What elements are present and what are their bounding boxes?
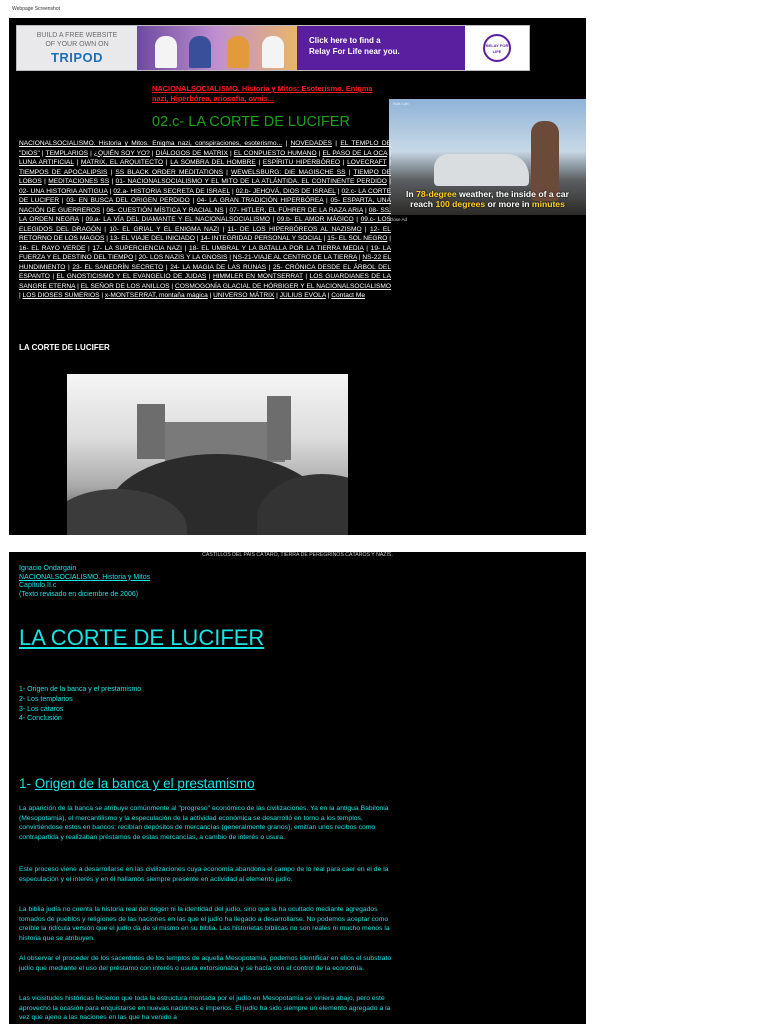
nav-link[interactable]: 14- INTEGRIDAD PERSONAL Y SOCIAL: [200, 235, 322, 242]
nav-link[interactable]: 17- LA SUPERCIENCIA NAZI: [92, 244, 182, 252]
nav-link[interactable]: MEDITACIONES SS: [48, 178, 110, 185]
nav-link[interactable]: 07- HITLER, EL FÜHRER DE LA RAZA ARIA: [229, 206, 363, 214]
nav-separator: |: [49, 273, 57, 280]
nav-link[interactable]: 23- EL SANEDRÍN SECRETO: [72, 263, 164, 271]
nav-separator: |: [59, 197, 67, 204]
nav-separator: |: [78, 216, 86, 223]
nav-separator: |: [270, 216, 277, 223]
nav-separator: |: [219, 225, 228, 233]
site-heading-link[interactable]: NACIONALSOCIALISMO. Historia y Mitos: Esoterismo. Enigma nazi, Hiperbórea, ariosofía, ovnis...: [152, 84, 373, 103]
toc-item[interactable]: 2- Los templarios: [19, 695, 73, 703]
author-site-link[interactable]: NACIONALSOCIALISMO. Historia y Mitos: [19, 573, 151, 581]
nav-separator: |: [316, 149, 323, 157]
nav-link[interactable]: DIÁLOGOS DE MATRIX: [155, 149, 228, 157]
page-title: 02.c- LA CORTE DE LUCIFER: [152, 114, 350, 130]
nav-separator: |: [41, 178, 49, 185]
banner-photo: [137, 26, 297, 70]
nav-separator: |: [189, 197, 197, 204]
nav-link[interactable]: NS-22 EL HUNDIMIENTO: [19, 254, 392, 271]
nav-separator: |: [357, 254, 363, 261]
tripod-logo: TRIPOD: [50, 50, 104, 65]
toc-item[interactable]: 4- Conclusión: [19, 715, 62, 723]
toc-item[interactable]: 1- Origen de la banca y el prestamismo: [19, 686, 142, 693]
nav-separator: |: [361, 225, 371, 233]
nav-link[interactable]: 25- CRÓNICA DESDE EL ÁRBOL DEL ESPANTO: [19, 263, 391, 280]
nav-separator: |: [109, 178, 116, 185]
nav-separator: |: [387, 149, 391, 157]
cta-line-2: Relay For Life near you.: [309, 47, 400, 56]
nav-separator: |: [227, 254, 233, 261]
section-1-link[interactable]: Origen de la banca y el prestamismo: [34, 776, 255, 791]
nav-separator: |: [169, 282, 176, 290]
nav-link[interactable]: UNIVERSO MÁTRIX: [213, 292, 275, 299]
nav-separator: |: [65, 263, 73, 271]
nav-separator: |: [104, 235, 110, 242]
nav-separator: |: [345, 168, 354, 176]
nav-link[interactable]: SS BLACK ORDER MEDITATIONS: [115, 168, 224, 176]
nav-link[interactable]: 09.b- EL AMOR MÁGICO: [276, 216, 354, 223]
nav-link[interactable]: Contact Me: [331, 292, 365, 299]
nav-link[interactable]: JULIUS EVOLA: [279, 292, 326, 299]
nav-link[interactable]: EL SEÑOR DE LOS ANILLOS: [80, 282, 170, 290]
nav-separator: |: [386, 178, 391, 185]
author-name: Ignacio Ondargain: [19, 565, 77, 572]
tripod-promo[interactable]: [17, 26, 137, 70]
nav-separator: |: [107, 187, 114, 195]
page-top-screenshot: [9, 18, 586, 535]
nav-link[interactable]: WEWELSBURG: DIE MAGISCHE SS: [231, 168, 346, 176]
relay-logo-area: [465, 26, 529, 70]
nav-link[interactable]: 20- LOS NAZIS Y LA GNOSIS: [138, 254, 228, 261]
nav-separator: |: [19, 292, 23, 299]
nav-separator: |: [331, 140, 341, 147]
close-ad-button[interactable]: Close Ad: [389, 217, 408, 222]
relay-for-life-icon: RELAY FOR LIFE: [483, 34, 511, 62]
nav-link[interactable]: 10- EL GRIAL Y EL ENIGMA NAZI: [109, 225, 220, 233]
nav-separator: |: [325, 292, 332, 299]
tripod-line-1: BUILD A FREE WEBSITE: [36, 32, 118, 39]
nav-separator: |: [223, 168, 232, 176]
site-navigation: [19, 139, 391, 301]
nav-separator: |: [227, 149, 234, 157]
nav-separator: |: [255, 159, 263, 166]
nav-separator: |: [302, 273, 310, 280]
nav-separator: |: [340, 159, 348, 166]
nav-link[interactable]: COSMOGONÍA GLACIAL DE HÖRBIGER Y EL NACIONALSOCIALISMO: [175, 282, 391, 290]
nav-separator: |: [194, 235, 201, 242]
nav-separator: |: [266, 263, 273, 271]
nav-separator: |: [229, 187, 236, 195]
nav-separator: |: [274, 292, 280, 299]
nav-link[interactable]: EL TEMPLO DE "DIOS": [19, 140, 391, 157]
nav-link[interactable]: TIEMPO DE LOBOS: [19, 168, 391, 185]
nav-link[interactable]: 13- EL VIAJE DEL INICIADO: [109, 235, 195, 242]
paragraph: Este proceso viene a desarrollarse en las civilizaciones cuya economía abandona el campo de lo real para caer en el de la especulación y el interés y en él hallamos siempre presente en actividad al elemento judío.: [19, 866, 389, 883]
page-article-screenshot: [9, 552, 586, 1024]
chapter-label: Capítulo II.c: [19, 582, 57, 590]
nav-separator: |: [387, 235, 391, 242]
paragraph: La biblia judía no cuenta la historia real del origen ni la identidad del judío, sino que la ha ocultado mediante agregados tomados de pueblos y religiones de las naciones en las que el judío ha llegado a desarrollarse. No podemos aceptar como creíble la ridícula versión que el judío da de sí mismo en su biblia. Las historietas bíblicas no son reales ni mucho menos la historia que se atribuyen.: [19, 906, 390, 942]
nav-link[interactable]: LOS DIOSES SUMERIOS: [22, 292, 100, 299]
nav-link[interactable]: 16- EL RAYO VERDE: [19, 244, 86, 252]
nav-separator: |: [363, 244, 371, 252]
author-block: [19, 565, 150, 599]
nav-link[interactable]: 03- EN BUSCA DEL ORIGEN PERDIDO: [66, 197, 190, 204]
section-1-heading: [19, 776, 255, 791]
car-image: [434, 154, 529, 186]
nav-separator: |: [149, 149, 156, 157]
nav-separator: |: [85, 244, 93, 252]
nav-link[interactable]: 11- DE LOS HIPERBÓREOS AL NAZISMO: [227, 225, 362, 233]
ad-source: Kids Lab: [393, 101, 409, 106]
nav-separator: |: [133, 254, 139, 261]
nav-separator: |: [100, 225, 110, 233]
nav-link[interactable]: 24- LA MAGIA DE LAS RUNAS: [170, 263, 267, 271]
nav-separator: |: [206, 273, 213, 280]
article-title[interactable]: LA CORTE DE LUCIFER: [19, 625, 265, 650]
nav-link[interactable]: 19- LA FUERZA Y EL DESTINO DEL TIEMPO: [19, 244, 391, 261]
nav-link[interactable]: LOVECRAFT: [347, 159, 387, 166]
nav-link[interactable]: NACIONALSOCIALISMO. Historia y Mitos. Enigma nazi, conspiraciones, esoterismo...: [19, 140, 283, 147]
page-label: Webpage Screenshot: [12, 6, 60, 12]
nav-link[interactable]: TEMPLARIOS: [45, 149, 89, 157]
nav-link[interactable]: 12- EL RETORNO DE LOS MAGOS: [19, 225, 391, 242]
nav-link[interactable]: 09.a- LA VÍA DEL DIAMANTE Y EL NACIONALSOCIALISMO: [85, 216, 271, 223]
nav-separator: |: [207, 292, 214, 299]
nav-link[interactable]: LUNA ARTIFICIAL: [19, 159, 74, 166]
nav-separator: |: [163, 159, 171, 166]
nav-separator: |: [353, 216, 361, 223]
nav-separator: |: [73, 159, 81, 166]
nav-separator: |: [362, 206, 369, 214]
nav-separator: |: [99, 292, 105, 299]
nav-separator: |: [282, 140, 291, 147]
table-of-contents: [19, 685, 141, 724]
nav-link[interactable]: NS-21-VIAJE AL CENTRO DE LA TIERRA: [232, 254, 358, 261]
nav-separator: |: [323, 197, 331, 204]
paragraph: La aparición de la banca se atribuye comúnmente al "progreso" económico de las civilizaciones. Ya en la antigua Babilonia (Mesopotamia), el mercantilismo y la especulación de la actividad económica se desarrolló en torno a los templos, convirtiéndose estos en bancos: recibían depósitos de mercancías (generalmente granos), emitían unos recibos como contrapartida y realizaban préstamos de estas mercancías, a cambio de interés o usura.: [19, 805, 389, 841]
revision-note: (Texto revisado en diciembre de 2006): [19, 590, 139, 598]
nav-separator: |: [223, 206, 230, 214]
nav-link[interactable]: 09.c- LOS ELEGIDOS DEL DRAGÓN: [19, 216, 391, 233]
nav-link[interactable]: MATRIX, EL ARQUITECTO: [80, 159, 164, 166]
nav-link[interactable]: 02.c- LA CORTE DE LUCIFER: [19, 187, 391, 204]
nav-separator: |: [75, 282, 81, 290]
nav-link[interactable]: 01- NACIONALSOCIALISMO Y EL MITO DE LA ATLÁNTIDA. EL CONTINENTE PERDIDO: [115, 178, 387, 185]
nav-separator: |: [39, 149, 46, 157]
nav-link[interactable]: EL CONPUESTO HUMANO: [233, 149, 317, 157]
nav-link[interactable]: NOVEDADES: [290, 140, 332, 147]
section-number: 1-: [19, 776, 35, 791]
paragraph: Al observar el proceder de los sacerdotes de los templos de aquella Mesopotamia, podemos identificar en ellos el substrato judío que mediante el uso del préstamo con interés o usura extorsionaba y se hacía con el control de la economía.: [19, 955, 392, 972]
paragraph: Las vicisitudes históricas hicieron que toda la estructura montada por el judío en Mesopotamia se viniera abajo, pero este aprovechó la ocasión para enquistarse en nuevas naciones e imperios. El judío ha sido siempre un elemento agregado a la vez que ajeno a las naciones en las que ha venido a: [19, 995, 391, 1022]
ad-text: In 78-degree weather, the inside of a car reach 100 degrees or more in minutes: [406, 189, 569, 209]
hot-car-ad[interactable]: [386, 99, 586, 215]
nav-link[interactable]: 15- EL SOL NEGRO: [327, 235, 388, 242]
nav-separator: |: [321, 235, 328, 242]
tripod-line-2: OF YOUR OWN ON: [45, 41, 109, 48]
nav-link[interactable]: 02- UNA HISTORIA ANTIGUA: [19, 187, 108, 195]
nav-link[interactable]: EL GNOSTICISMO Y EL EVANGELIO DE JUDAS: [56, 273, 207, 280]
nav-link[interactable]: HIMMLER EN MONTSERRAT: [212, 273, 303, 280]
relay-for-life-link[interactable]: [297, 26, 465, 70]
nav-link[interactable]: 06- CUESTIÓN MÍSTICA Y RACIAL NS: [106, 206, 224, 214]
nav-separator: |: [100, 206, 107, 214]
nav-link[interactable]: 08- SS. LA ORDEN NEGRA: [19, 206, 391, 223]
nav-link[interactable]: EL PASO DE LA OCA: [322, 149, 388, 157]
nav-separator: |: [107, 168, 116, 176]
nav-link[interactable]: ESPÍRITU HIPERBÓREO: [262, 159, 340, 166]
nav-link[interactable]: 04- LA GRAN TRADICIÓN HIPERBÓREA: [196, 197, 324, 204]
cta-line-1: Click here to find a: [309, 36, 381, 45]
toc-item[interactable]: 3- Los cátaros: [19, 705, 64, 713]
nav-separator: |: [88, 149, 94, 157]
nav-link[interactable]: 18- EL UMBRAL Y LA BATALLA POR LA TIERRA MEDIA: [189, 244, 364, 252]
nav-link[interactable]: 02.b- JEHOVÁ, DIOS DE ISRAEL: [235, 187, 336, 195]
nav-link[interactable]: TIEMPOS DE APOCALIPSIS: [19, 168, 108, 176]
nav-link[interactable]: LA SOMBRA DEL HOMBRE: [170, 159, 256, 166]
nav-separator: |: [181, 244, 190, 252]
section-heading: LA CORTE DE LUCIFER: [19, 343, 110, 352]
nav-link[interactable]: 05- ESPARTA, UNA NACIÓN DE GUERREROS: [19, 197, 391, 214]
tripod-banner-ad[interactable]: [16, 25, 530, 71]
photo-caption: CASTILLOS DEL PAÍS CÁTARO, TIERRA DE PEREGRINOS CÁTAROS Y NAZIS.: [202, 552, 393, 558]
nav-link[interactable]: 02.a- HISTORIA SECRETA DE ISRAEL: [113, 187, 230, 195]
castle-photo: [67, 374, 348, 535]
nav-separator: |: [163, 263, 171, 271]
nav-link[interactable]: x-MONTSERRAT, montaña mágica: [104, 292, 208, 299]
nav-separator: |: [386, 159, 391, 166]
nav-link[interactable]: LOS GUARDIANES DE LA SANGRE ETERNA: [19, 273, 391, 290]
nav-separator: |: [335, 187, 342, 195]
nav-link[interactable]: ¿QUIÉN SOY YO?: [93, 149, 150, 157]
